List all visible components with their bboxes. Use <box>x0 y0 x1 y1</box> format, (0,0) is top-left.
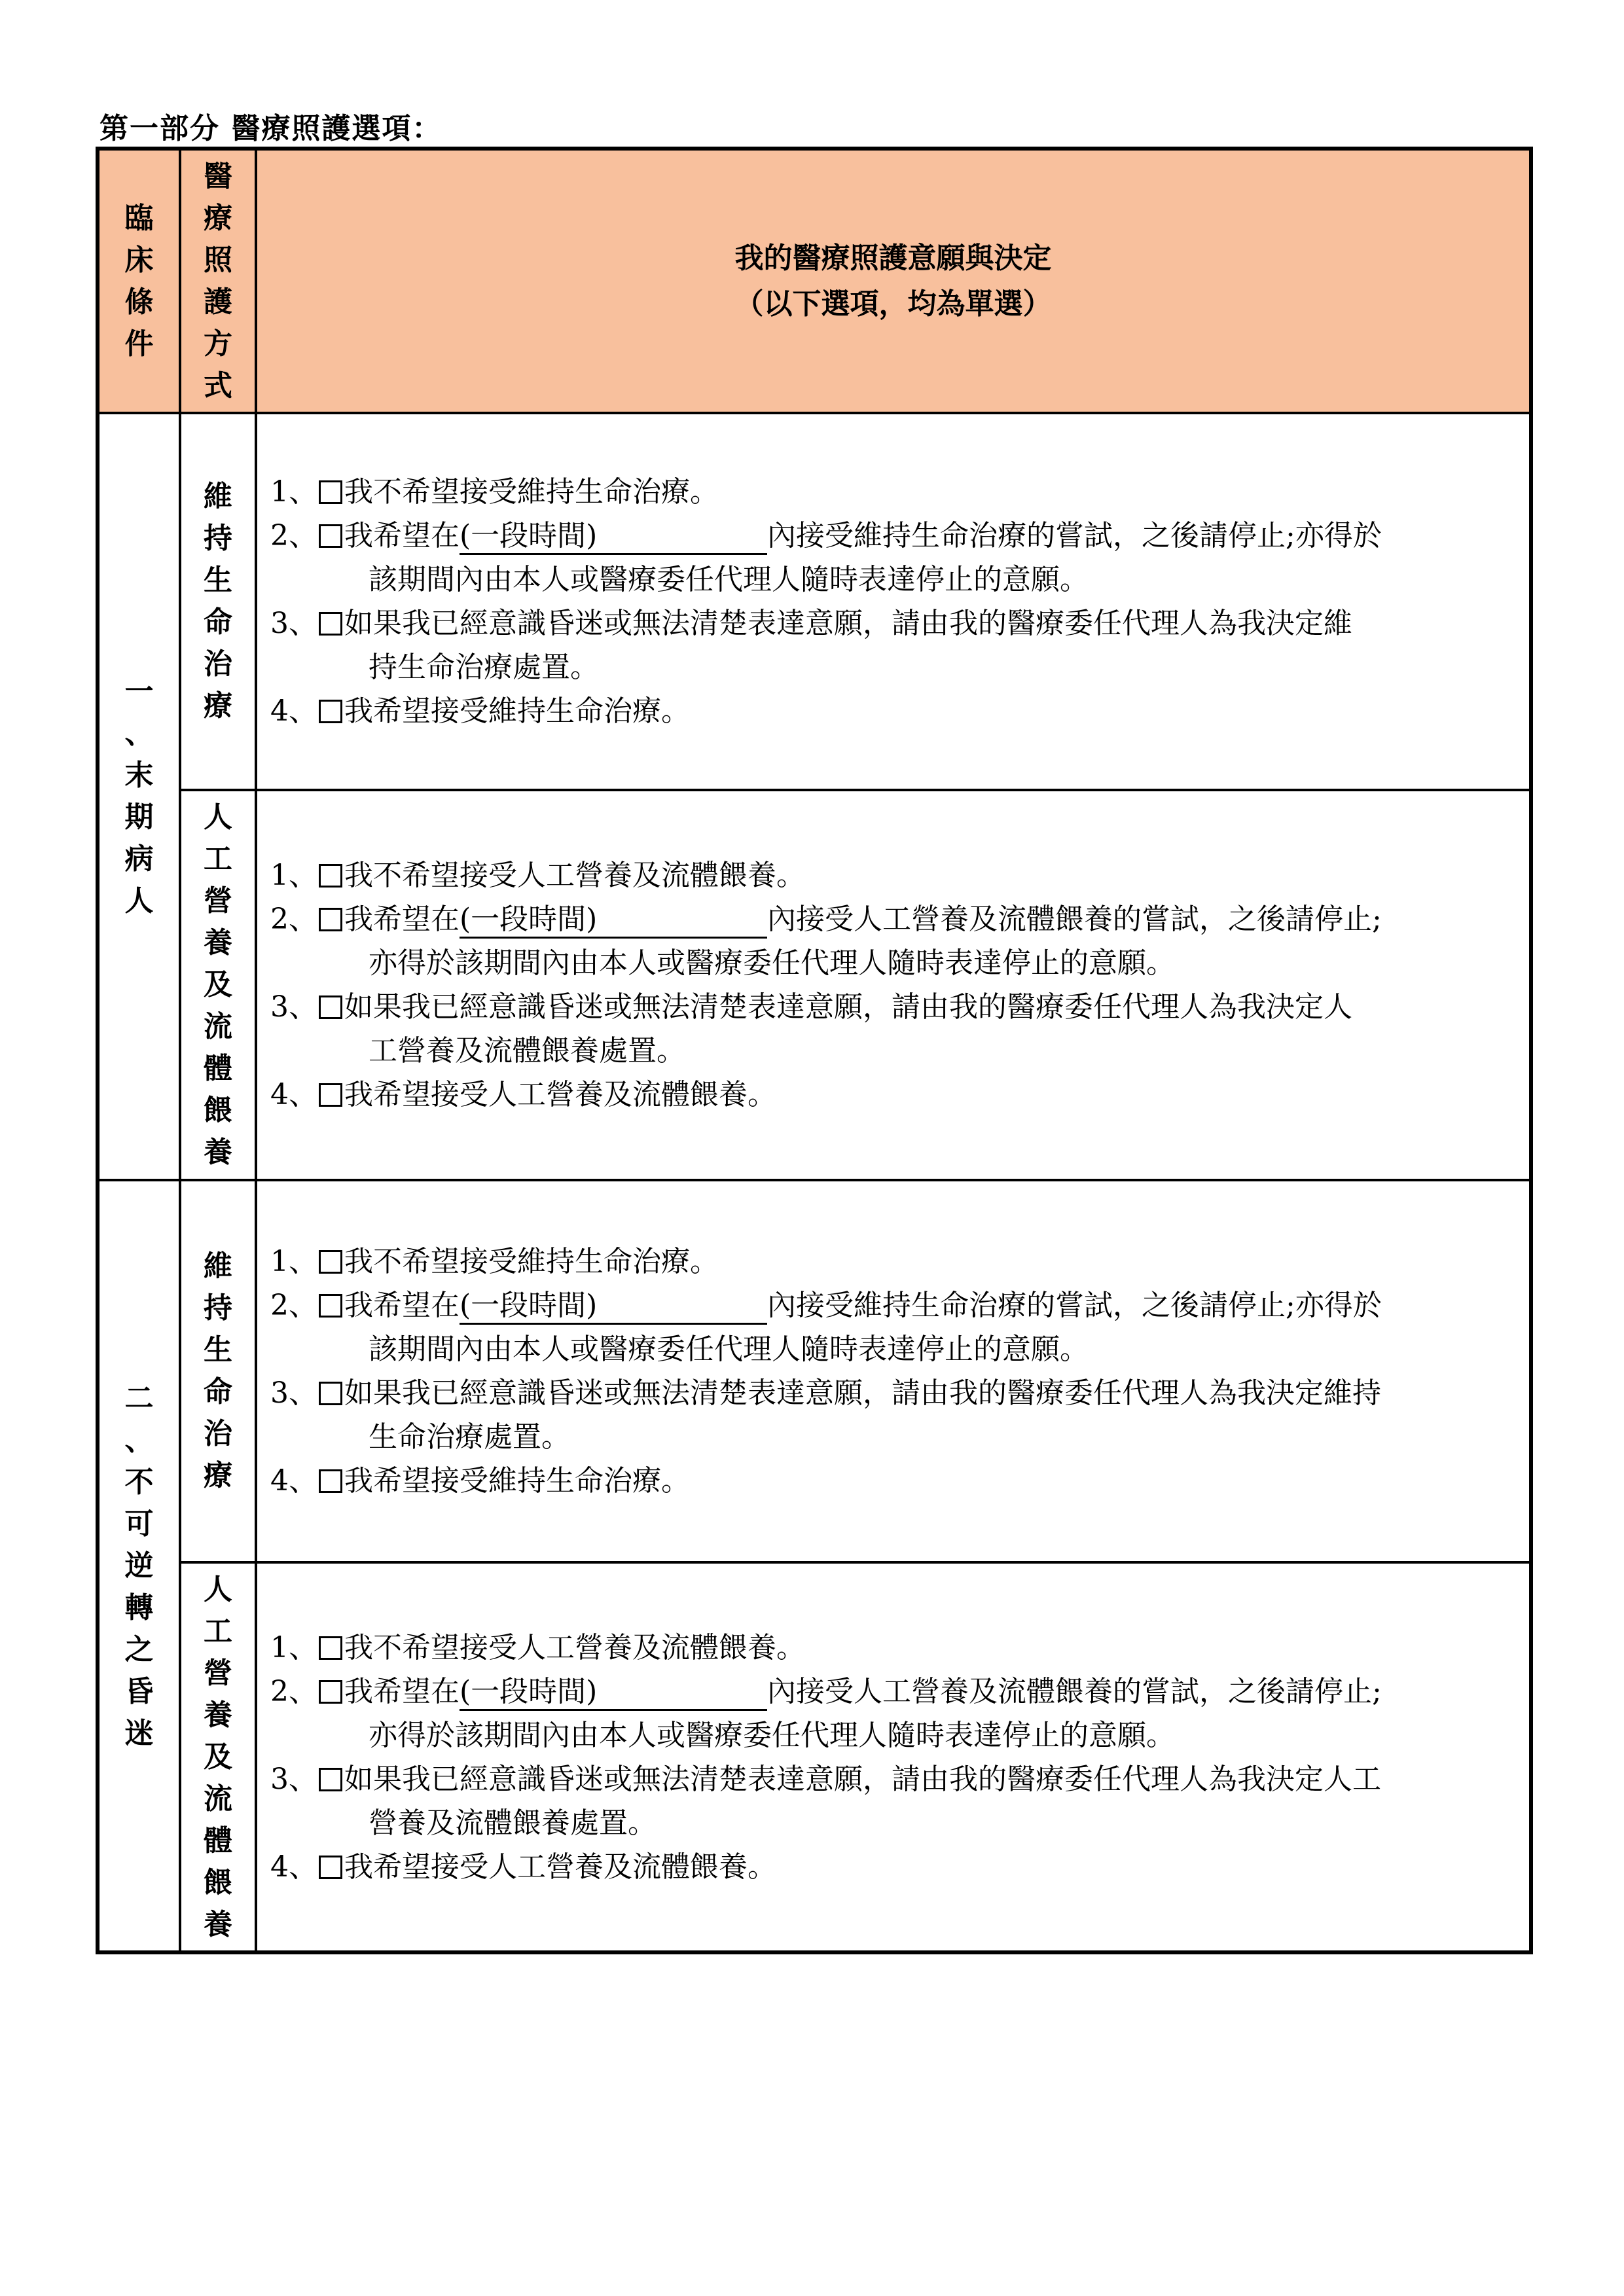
clinical-condition-cell <box>98 1180 180 1952</box>
option-text: 我希望在 <box>344 903 460 936</box>
care-method-char: 人 <box>204 1572 232 1606</box>
option-text-continuation: 工營養及流體餵養處置。 <box>369 1034 685 1067</box>
care-method-char: 維 <box>204 480 232 513</box>
care-method-label <box>181 476 255 727</box>
option-number: 2、 <box>270 1289 317 1322</box>
clinical-condition-char: 逆 <box>124 1549 154 1583</box>
table-row <box>98 1562 1531 1952</box>
option-body <box>317 897 1517 941</box>
care-method-char: 養 <box>204 926 232 960</box>
header-care-method-char: 醫 <box>204 159 232 193</box>
clinical-condition-char: 轉 <box>124 1590 154 1624</box>
option-checkbox[interactable] <box>319 1250 342 1274</box>
clinical-condition-char: 末 <box>124 759 154 792</box>
care-method-char: 工 <box>204 1614 232 1648</box>
option-list <box>257 1626 1529 1889</box>
option-text: 內接受維持生命治療的嘗試，之後請停止;亦得於 <box>767 519 1382 552</box>
table-row <box>98 413 1531 790</box>
option-number: 4、 <box>270 694 317 728</box>
option-text: 內接受人工營養及流體餵養的嘗試，之後請停止; <box>767 1674 1382 1708</box>
option-number: 4、 <box>270 1850 317 1884</box>
option-item <box>270 1073 1517 1117</box>
header-care-method-char: 方 <box>204 327 232 361</box>
options-cell <box>256 1562 1531 1952</box>
care-method-char: 養 <box>204 1136 232 1169</box>
clinical-condition-char: 二 <box>124 1381 154 1415</box>
option-number: 3、 <box>270 1376 317 1410</box>
care-method-char: 治 <box>204 1417 232 1450</box>
clinical-condition-cell <box>98 413 180 1180</box>
option-list <box>257 853 1529 1117</box>
table-row <box>98 1180 1531 1562</box>
header-title: 我的醫療照護意願與決定 <box>734 241 1052 275</box>
option-number: 2、 <box>270 519 317 552</box>
option-number: 1、 <box>270 859 317 892</box>
care-method-char: 人 <box>204 800 232 834</box>
options-cell <box>256 790 1531 1180</box>
option-text: 我希望接受維持生命治療。 <box>344 1464 690 1498</box>
option-text-continuation: 生命治療處置。 <box>369 1420 570 1454</box>
care-method-char: 餵 <box>204 1094 232 1127</box>
header-care-method-char: 療 <box>204 201 232 235</box>
clinical-condition-char: 之 <box>124 1632 154 1666</box>
option-body <box>317 1073 1517 1117</box>
option-text-continuation: 該期間內由本人或醫療委任代理人隨時表達停止的意願。 <box>369 563 1089 596</box>
care-method-char: 維 <box>204 1249 232 1283</box>
care-method-cell <box>180 790 256 1180</box>
option-body <box>317 1371 1517 1415</box>
care-method-char: 養 <box>204 1907 232 1941</box>
care-method-char: 命 <box>204 1375 232 1408</box>
option-checkbox[interactable] <box>319 1294 342 1318</box>
option-number: 3、 <box>270 990 317 1024</box>
option-text: 如果我已經意識昏迷或無法清楚表達意願，請由我的醫療委任代理人為我決定人工 <box>344 1762 1381 1796</box>
time-period-blank[interactable]: (一段時間) <box>460 1675 767 1711</box>
care-method-char: 療 <box>204 689 232 723</box>
option-body <box>317 1626 1517 1670</box>
option-checkbox[interactable] <box>319 480 342 504</box>
header-wishes-decisions <box>256 149 1531 413</box>
header-clinical-condition-char: 條 <box>124 285 154 319</box>
header-care-method-char: 式 <box>204 368 232 403</box>
option-text: 我希望接受人工營養及流體餵養。 <box>344 1850 776 1884</box>
option-item <box>270 1459 1517 1503</box>
option-body <box>317 1845 1517 1889</box>
option-item <box>270 1757 1517 1801</box>
option-item <box>270 985 1517 1029</box>
header-care-method <box>180 149 256 413</box>
header-clinical-condition-char: 床 <box>124 243 154 277</box>
option-text: 我不希望接受人工營養及流體餵養。 <box>344 1630 805 1664</box>
option-text: 我希望在 <box>344 519 460 552</box>
care-method-cell <box>180 1562 256 1952</box>
option-item <box>270 1845 1517 1889</box>
option-list <box>257 470 1529 733</box>
care-method-char: 持 <box>204 522 232 555</box>
clinical-condition-label <box>99 1378 179 1755</box>
option-number: 1、 <box>270 475 317 509</box>
option-body <box>317 1240 1517 1283</box>
table-header-row <box>98 149 1531 413</box>
option-item <box>270 1670 1517 1713</box>
care-method-char: 治 <box>204 647 232 681</box>
option-body <box>317 1283 1517 1327</box>
clinical-condition-char: 、 <box>124 1423 154 1457</box>
option-text-continuation: 持生命治療處置。 <box>369 651 599 684</box>
option-body <box>317 689 1517 733</box>
care-method-char: 體 <box>204 1052 232 1085</box>
option-body <box>317 514 1517 558</box>
option-item <box>270 1626 1517 1670</box>
option-text: 如果我已經意識昏迷或無法清楚表達意願，請由我的醫療委任代理人為我決定維持 <box>344 1376 1381 1410</box>
option-body <box>317 985 1517 1029</box>
clinical-condition-char: 、 <box>124 717 154 750</box>
care-method-char: 體 <box>204 1823 232 1857</box>
option-text: 我希望接受人工營養及流體餵養。 <box>344 1078 776 1111</box>
option-list <box>257 1240 1529 1503</box>
option-number: 2、 <box>270 903 317 936</box>
care-method-char: 及 <box>204 1740 232 1774</box>
care-method-cell <box>180 1180 256 1562</box>
option-text: 我不希望接受維持生命治療。 <box>344 1245 719 1278</box>
care-method-char: 生 <box>204 564 232 597</box>
care-method-cell <box>180 413 256 790</box>
option-checkbox[interactable] <box>319 1469 342 1493</box>
time-period-blank[interactable]: (一段時間) <box>460 1289 767 1325</box>
care-method-label <box>181 1246 255 1497</box>
clinical-condition-char: 人 <box>124 884 154 918</box>
option-checkbox[interactable] <box>319 1083 342 1107</box>
option-item <box>270 601 1517 645</box>
care-method-char: 命 <box>204 605 232 639</box>
option-number: 2、 <box>270 1674 317 1708</box>
option-checkbox[interactable] <box>319 1856 342 1879</box>
option-text: 內接受維持生命治療的嘗試，之後請停止;亦得於 <box>767 1289 1382 1322</box>
time-period-blank[interactable]: (一段時間) <box>460 519 767 555</box>
option-number: 1、 <box>270 1245 317 1278</box>
clinical-condition-char: 一 <box>124 675 154 708</box>
header-clinical-condition-char: 臨 <box>124 201 154 235</box>
option-number: 4、 <box>270 1078 317 1111</box>
option-text: 如果我已經意識昏迷或無法清楚表達意願，請由我的醫療委任代理人為我決定維 <box>344 607 1352 640</box>
option-checkbox[interactable] <box>319 612 342 636</box>
option-checkbox[interactable] <box>319 1768 342 1791</box>
option-checkbox[interactable] <box>319 1382 342 1405</box>
option-text: 我希望在 <box>344 1674 460 1708</box>
header-clinical-condition <box>98 149 180 413</box>
option-text: 內接受人工營養及流體餵養的嘗試，之後請停止; <box>767 903 1382 936</box>
option-checkbox[interactable] <box>319 1636 342 1660</box>
option-number: 3、 <box>270 607 317 640</box>
option-item <box>270 689 1517 733</box>
option-text: 如果我已經意識昏迷或無法清楚表達意願，請由我的醫療委任代理人為我決定人 <box>344 990 1352 1024</box>
option-body <box>317 1459 1517 1503</box>
clinical-condition-label <box>99 671 179 922</box>
header-subtitle: （以下選項，均為單選） <box>734 287 1052 321</box>
option-body <box>317 1757 1517 1801</box>
option-text-continuation: 亦得於該期間內由本人或醫療委任代理人隨時表達停止的意願。 <box>369 946 1175 980</box>
clinical-condition-char: 迷 <box>124 1716 154 1750</box>
care-method-label <box>181 797 255 1174</box>
option-text: 我不希望接受維持生命治療。 <box>344 475 719 509</box>
clinical-condition-char: 病 <box>124 842 154 876</box>
option-checkbox[interactable] <box>319 700 342 723</box>
option-text: 我希望接受維持生命治療。 <box>344 694 690 728</box>
care-method-char: 療 <box>204 1459 232 1492</box>
care-method-char: 營 <box>204 884 232 918</box>
time-period-blank[interactable]: (一段時間) <box>460 903 767 939</box>
option-text-continuation: 該期間內由本人或醫療委任代理人隨時表達停止的意願。 <box>369 1333 1089 1366</box>
medical-care-options-table <box>96 147 1533 1954</box>
clinical-condition-char: 期 <box>124 800 154 834</box>
option-body <box>317 1670 1517 1713</box>
care-method-char: 流 <box>204 1010 232 1043</box>
option-item <box>270 1371 1517 1415</box>
option-text: 我希望在 <box>344 1289 460 1322</box>
option-item <box>270 1240 1517 1283</box>
care-method-char: 持 <box>204 1291 232 1325</box>
option-checkbox[interactable] <box>319 908 342 931</box>
option-checkbox[interactable] <box>319 864 342 888</box>
option-checkbox[interactable] <box>319 1680 342 1704</box>
care-method-char: 工 <box>204 842 232 876</box>
options-cell <box>256 413 1531 790</box>
option-checkbox[interactable] <box>319 996 342 1019</box>
option-number: 1、 <box>270 1630 317 1664</box>
care-method-char: 流 <box>204 1782 232 1816</box>
header-clinical-condition-char: 件 <box>124 327 154 361</box>
option-item <box>270 897 1517 941</box>
option-body <box>317 601 1517 645</box>
care-method-char: 生 <box>204 1333 232 1367</box>
option-item <box>270 1283 1517 1327</box>
clinical-condition-char: 昏 <box>124 1674 154 1708</box>
care-method-char: 及 <box>204 968 232 1001</box>
option-text-continuation: 營養及流體餵養處置。 <box>369 1806 657 1840</box>
option-item <box>270 470 1517 514</box>
option-number: 4、 <box>270 1464 317 1498</box>
options-cell <box>256 1180 1531 1562</box>
care-method-char: 餵 <box>204 1865 232 1899</box>
care-method-char: 養 <box>204 1698 232 1732</box>
option-item <box>270 514 1517 558</box>
clinical-condition-char: 不 <box>124 1465 154 1499</box>
table-row <box>98 790 1531 1180</box>
option-text-continuation: 亦得於該期間內由本人或醫療委任代理人隨時表達停止的意願。 <box>369 1718 1175 1752</box>
option-number: 3、 <box>270 1762 317 1796</box>
care-method-char: 營 <box>204 1656 232 1690</box>
option-body <box>317 853 1517 897</box>
option-body <box>317 470 1517 514</box>
section-title: 第一部分 醫療照護選項： <box>99 112 442 145</box>
clinical-condition-char: 可 <box>124 1507 154 1541</box>
header-care-method-char: 護 <box>204 285 232 319</box>
header-care-method-char: 照 <box>204 243 232 277</box>
care-method-label <box>181 1569 255 1946</box>
option-checkbox[interactable] <box>319 524 342 548</box>
option-item <box>270 853 1517 897</box>
option-text: 我不希望接受人工營養及流體餵養。 <box>344 859 805 892</box>
